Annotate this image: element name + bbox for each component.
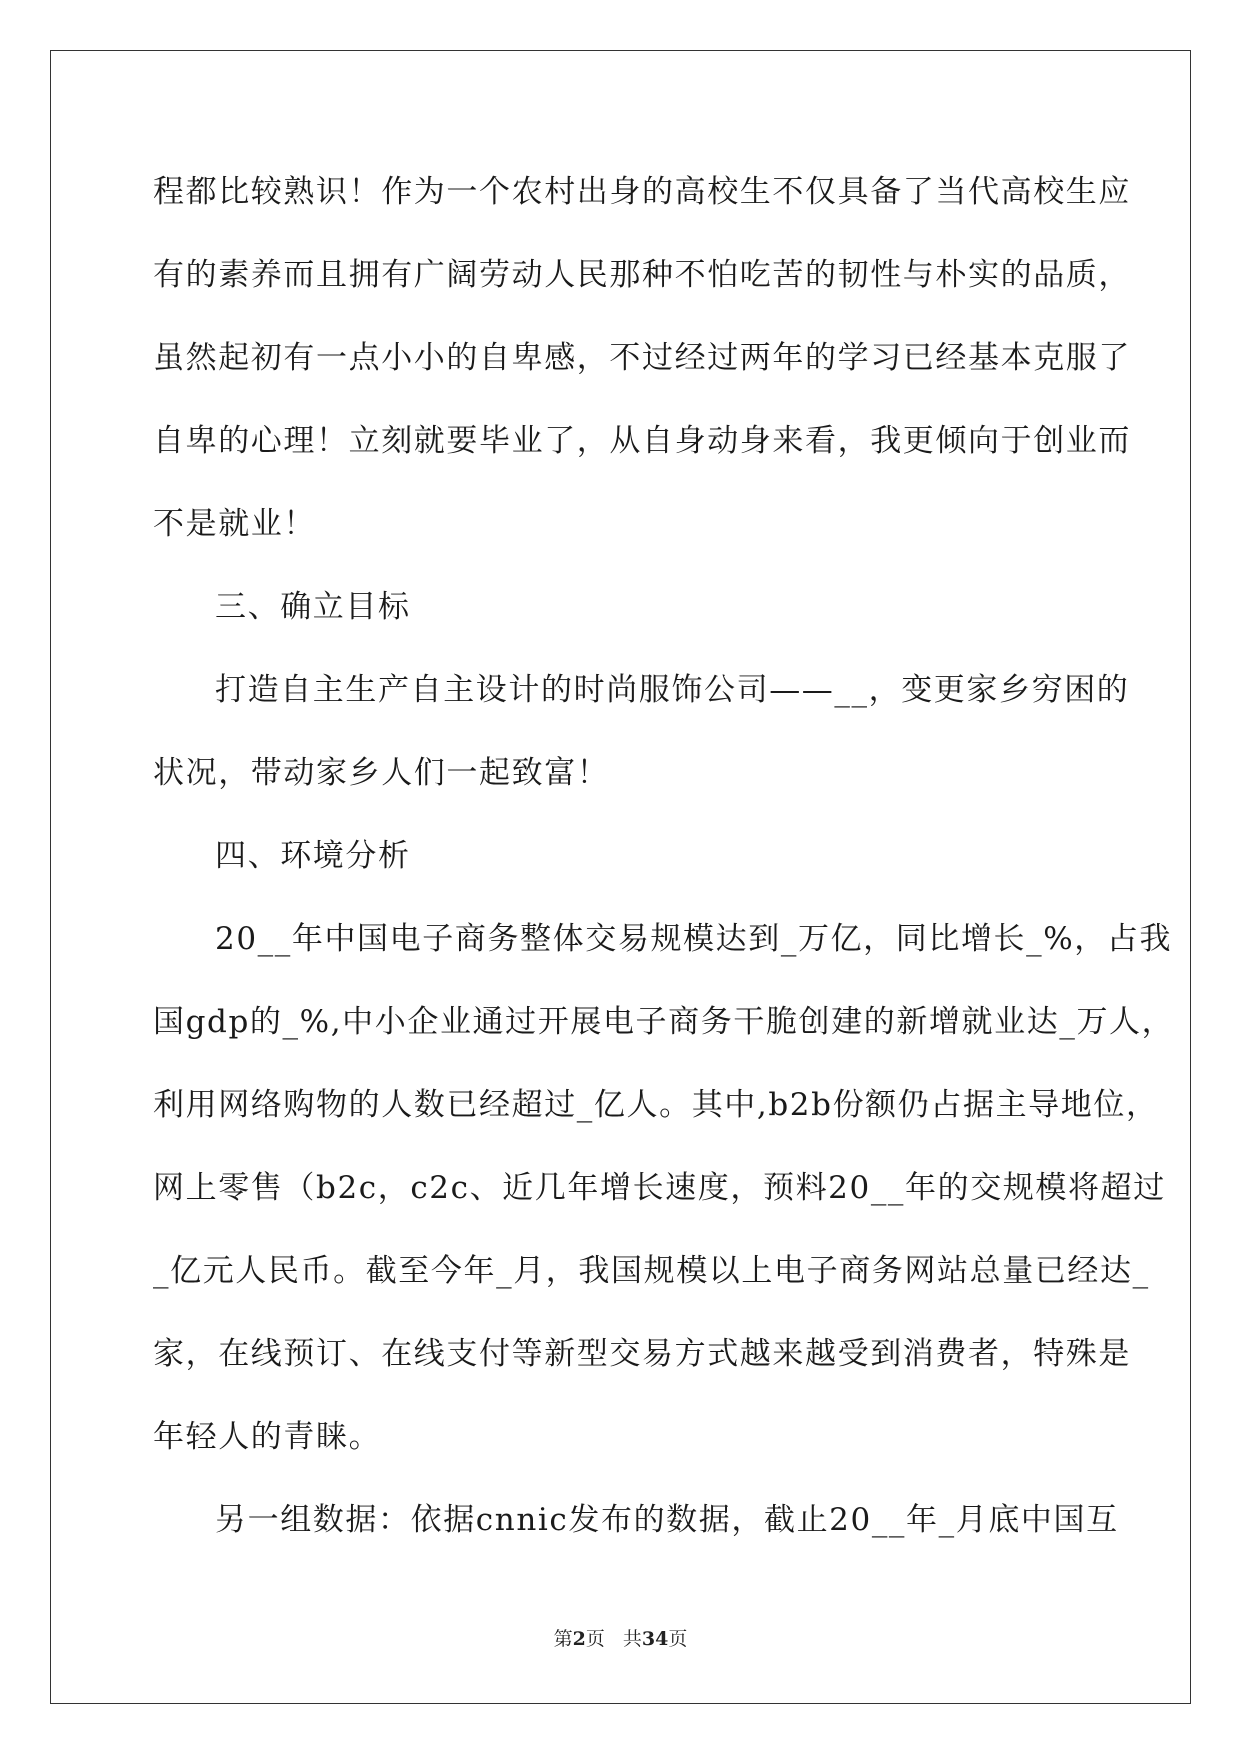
text-line: 自卑的心理！立刻就要毕业了，从自身动身来看，我更倾向于创业而 <box>153 423 1131 459</box>
text-line: 家，在线预订、在线支付等新型交易方式越来越受到消费者，特殊是 <box>153 1336 1131 1372</box>
text-line: _亿元人民币。截至今年_月，我国规模以上电子商务网站总量已经达_ <box>153 1253 1150 1289</box>
text-line: 网上零售（b2c，c2c、近几年增长速度，预料20__年的交规模将超过 <box>153 1170 1166 1206</box>
text-line: 虽然起初有一点小小的自卑感，不过经过两年的学习已经基本克服了 <box>153 340 1131 376</box>
document-body <box>153 162 1175 1573</box>
footer-page-unit: 页 <box>585 1628 605 1650</box>
text-line: 状况，带动家乡人们一起致富！ <box>153 755 610 791</box>
page-footer <box>0 1624 1241 1651</box>
text-line: 年轻人的青睐。 <box>153 1419 382 1455</box>
text-line: 国gdp的_%,中小企业通过开展电子商务干脆创建的新增就业达_万人， <box>153 1004 1175 1040</box>
text-line: 利用网络购物的人数已经超过_亿人。其中,b2b份额仍占据主导地位， <box>153 1087 1159 1123</box>
section-heading: 三、确立目标 <box>215 589 411 625</box>
paragraph-start-line: 20__年中国电子商务整体交易规模达到_万亿，同比增长_%，占我 <box>215 921 1173 957</box>
text-line: 有的素养而且拥有广阔劳动人民那种不怕吃苦的韧性与朴实的品质， <box>153 257 1131 293</box>
paragraph-start-line: 打造自主生产自主设计的时尚服饰公司——__，变更家乡穷困的 <box>215 672 1130 708</box>
total-pages: 34 <box>641 1628 669 1650</box>
section-heading: 四、环境分析 <box>215 838 411 874</box>
footer-prefix: 第 <box>553 1628 573 1650</box>
footer-total-unit: 页 <box>668 1628 688 1650</box>
text-line: 不是就业！ <box>153 506 316 542</box>
text-line: 程都比较熟识！作为一个农村出身的高校生不仅具备了当代高校生应 <box>153 174 1131 210</box>
footer-total-prefix: 共 <box>622 1628 642 1650</box>
paragraph-start-line: 另一组数据：依据cnnic发布的数据，截止20__年_月底中国互 <box>215 1502 1119 1538</box>
page-number: 2 <box>572 1628 586 1650</box>
